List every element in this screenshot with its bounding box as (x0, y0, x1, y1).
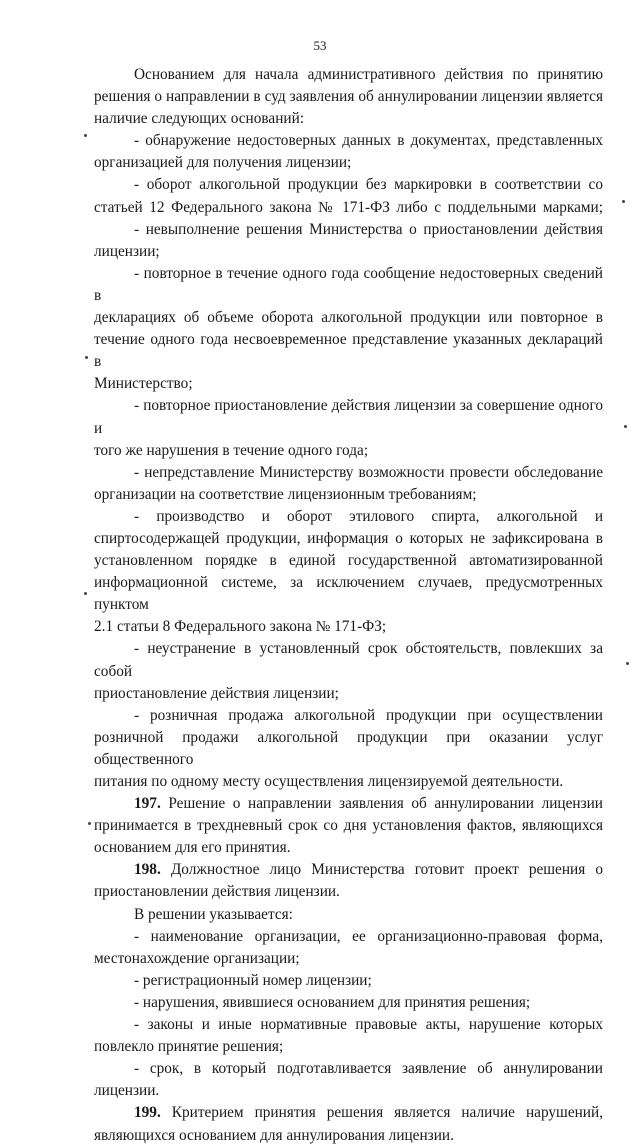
text-line (94, 771, 603, 793)
text-line (94, 64, 603, 86)
text-line (94, 307, 603, 329)
text-line (94, 970, 603, 992)
line-text: того же нарушения в течение одного года; (94, 441, 369, 459)
text-line (94, 727, 603, 771)
line-text: приостановление действия лицензии; (94, 684, 339, 702)
line-text: установленном порядке в единой государственной автоматизированной (94, 552, 603, 570)
text-line (94, 373, 603, 395)
line-text: Должностное лицо Министерства готовит проект решения о (160, 861, 603, 879)
scan-speck (624, 425, 627, 428)
text-line (94, 705, 603, 727)
text-line (94, 815, 603, 837)
text-line (94, 1102, 603, 1124)
text-line (94, 638, 603, 682)
scan-speck (84, 134, 87, 137)
text-line (94, 550, 603, 572)
text-line (94, 683, 603, 705)
line-text: лицензии. (94, 1082, 160, 1100)
line-text: организации на соответствие лицензионным требованиям; (94, 485, 477, 503)
text-line (94, 130, 603, 152)
text-line (94, 1125, 603, 1147)
line-text: - срок, в который подготавливается заявление об аннулировании (134, 1060, 603, 1078)
text-line (94, 329, 603, 373)
line-text: - неустранение в установленный срок обстоятельств, повлекших за собой (94, 640, 603, 680)
line-text: решения о направлении в суд заявления об аннулировании лицензии является (94, 88, 603, 106)
line-text: основанием для его принятия. (94, 839, 291, 857)
line-text: - повторное в течение одного года сообщение недостоверных сведений в (94, 264, 603, 304)
line-text: - производство и оборот этилового спирта, алкогольной и (134, 507, 603, 525)
line-text: - регистрационный номер лицензии; (134, 971, 372, 989)
line-text: течение одного года несвоевременное представление указанных деклараций в (94, 331, 603, 371)
line-text: - законы и иные нормативные правовые акты, нарушение которых (134, 1016, 603, 1034)
line-text: - непредставление Министерству возможности провести обследование (134, 463, 603, 481)
line-text: - оборот алкогольной продукции без маркировки в соответствии со (134, 176, 603, 194)
line-text: лицензии; (94, 242, 160, 260)
text-line (94, 793, 603, 815)
line-text: Решение о направлении заявления об аннулировании лицензии (160, 795, 603, 813)
text-line (94, 440, 603, 462)
line-text: спиртосодержащей продукции, информация о которых не зафиксирована в (94, 529, 603, 547)
text-line (94, 86, 603, 108)
line-text: Министерство; (94, 375, 193, 393)
line-text: В решении указывается: (134, 905, 293, 923)
page-number: 53 (313, 38, 327, 53)
text-line (94, 241, 603, 263)
line-text: - обнаружение недостоверных данных в документах, представленных (134, 132, 603, 150)
line-text: 2.1 статьи 8 Федерального закона № 171-ФЗ; (94, 618, 387, 636)
text-line (94, 174, 603, 196)
document-body (94, 64, 603, 1147)
line-text: повлекло принятие решения; (94, 1038, 284, 1056)
text-line (94, 948, 603, 970)
text-line (94, 859, 603, 881)
scan-speck (626, 662, 629, 665)
text-line (94, 462, 603, 484)
scan-speck (85, 356, 88, 359)
text-line (94, 506, 603, 528)
text-line (94, 1014, 603, 1036)
clause-number: 198. (134, 861, 161, 879)
line-text: местонахождение организации; (94, 949, 300, 967)
line-text: Основанием для начала административного действия по принятию (134, 66, 603, 83)
line-text: информационной системе, за исключением случаев, предусмотренных пунктом (94, 574, 603, 614)
line-text: - наименование организации, ее организационно-правовая форма, (134, 927, 603, 945)
line-text: Критерием принятия решения является наличие нарушений, (160, 1104, 603, 1122)
line-text: розничной продажи алкогольной продукции при оказании услуг общественного (94, 728, 603, 768)
text-line (94, 528, 603, 550)
text-line (94, 484, 603, 506)
text-line (94, 837, 603, 859)
text-line (94, 219, 603, 241)
text-line (94, 1036, 603, 1058)
line-text: организацией для получения лицензии; (94, 154, 352, 172)
text-line (94, 881, 603, 903)
line-text: наличие следующих оснований: (94, 110, 305, 128)
text-line (94, 1058, 603, 1080)
text-line (94, 572, 603, 616)
line-text: принимается в трехдневный срок со дня установления фактов, являющихся (94, 817, 603, 835)
line-text: декларациях об объеме оборота алкогольной продукции или повторное в (94, 309, 603, 327)
line-text: - повторное приостановление действия лицензии за совершение одного и (94, 397, 603, 437)
scan-speck (622, 200, 625, 203)
text-line (94, 926, 603, 948)
text-line (94, 197, 603, 219)
line-text: статьей 12 Федерального закона № 171-ФЗ либо с поддельными марками; (94, 198, 603, 216)
line-text: - невыполнение решения Министерства о приостановлении действия (134, 220, 603, 238)
text-line (94, 992, 603, 1014)
text-line (94, 395, 603, 439)
line-text: приостановлении действия лицензии. (94, 883, 340, 901)
line-text: питания по одному месту осуществления лицензируемой деятельности. (94, 773, 564, 790)
text-line (94, 152, 603, 174)
text-line (94, 904, 603, 926)
text-line (94, 263, 603, 307)
scan-speck (84, 592, 87, 595)
line-text: - нарушения, явившиеся основанием для принятия решения; (134, 993, 531, 1011)
clause-number: 197. (134, 795, 161, 813)
line-text: являющихся основанием для аннулирования лицензии. (94, 1126, 454, 1144)
line-text: - розничная продажа алкогольной продукции при осуществлении (134, 706, 603, 724)
text-line (94, 108, 603, 130)
scan-speck (88, 822, 91, 825)
text-line (94, 616, 603, 638)
text-line (94, 1080, 603, 1102)
clause-number: 199. (134, 1104, 161, 1122)
